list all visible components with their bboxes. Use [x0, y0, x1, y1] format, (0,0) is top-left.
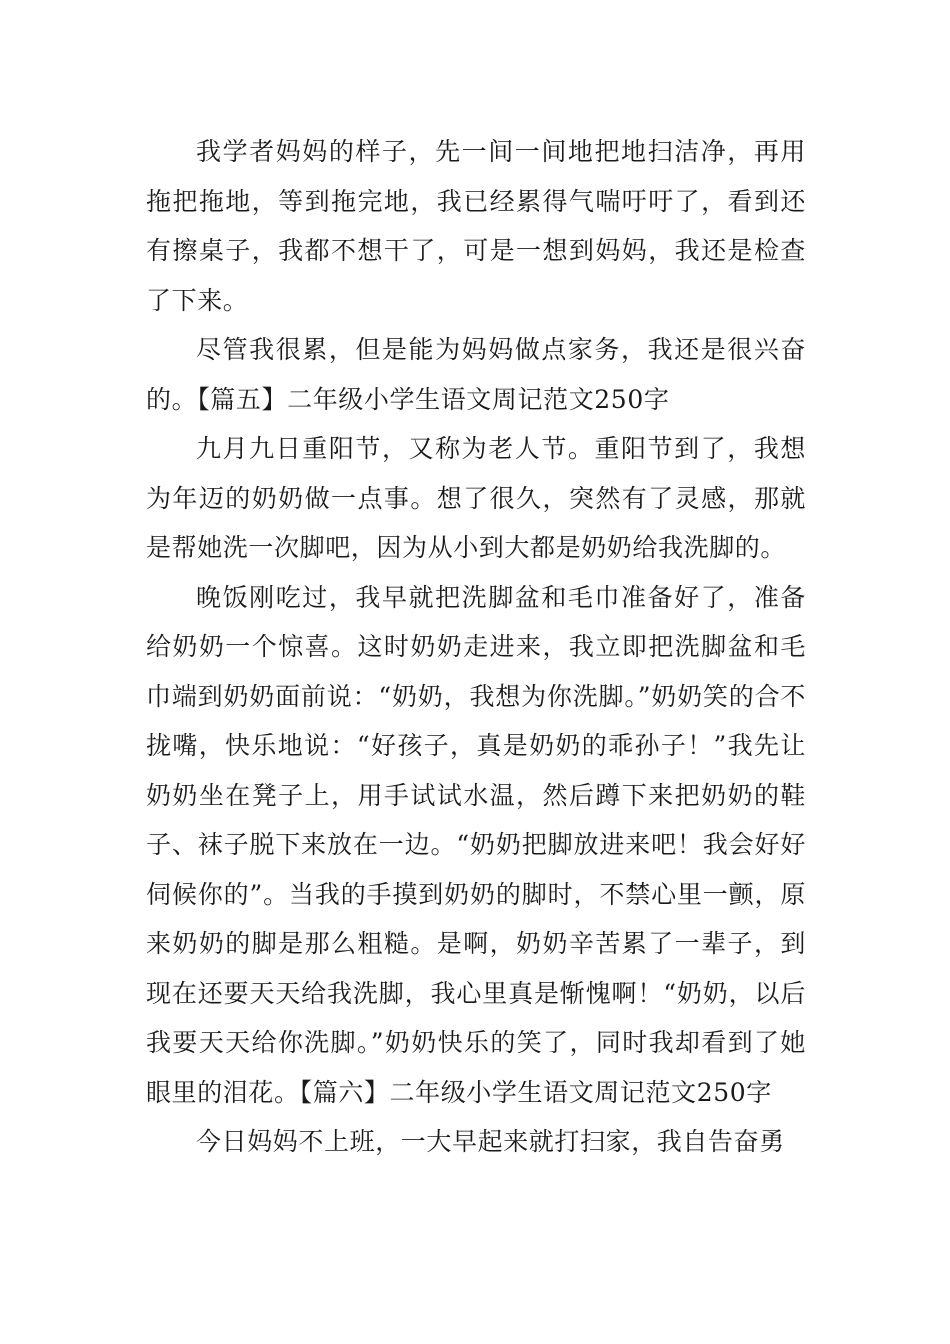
paragraph-5: 今日妈妈不上班，一大早起来就打扫家，我自告奋勇 — [196, 1127, 785, 1156]
paragraph-4: 晚饭刚吃过，我早就把洗脚盆和毛巾准备好了，准备给奶奶一个惊喜。这时奶奶走进来，我立即把洗脚盆和毛巾端到奶奶面前说：“奶奶，我想为你洗脚。”奶奶笑的合不拢嘴，快乐地说：“好孩子，真是奶奶的乖孙子！”我先让奶奶坐在凳子上，用手试试水温，然后蹲下来把奶奶的鞋子、袜子脱下来放在一边。“奶奶把脚放进来吧！我会好好伺候你的”。当我的手摸到奶奶的脚时，不禁心里一颤，原来奶奶的脚是那么粗糙。是啊，奶奶辛苦累了一辈子，到现在还要天天给我洗脚，我心里真是惭愧啊！“奶奶，以后我要天天给你洗脚。”奶奶快乐的笑了，同时我却看到了她眼里的泪花。【篇六】二年级小学生语文周记范文250字 — [146, 582, 806, 1107]
document-body — [146, 127, 806, 1167]
paragraph-3: 九月九日重阳节，又称为老人节。重阳节到了，我想为年迈的奶奶做一点事。想了很久，突然有了灵感，那就是帮她洗一次脚吧，因为从小到大都是奶奶给我洗脚的。 — [146, 434, 806, 562]
paragraph-2: 尽管我很累，但是能为妈妈做点家务，我还是很兴奋的。【篇五】二年级小学生语文周记范文250字 — [146, 335, 806, 414]
paragraph-1: 我学者妈妈的样子，先一间一间地把地扫洁净，再用拖把拖地，等到拖完地，我已经累得气喘吁吁了，看到还有擦桌子，我都不想干了，可是一想到妈妈，我还是检查了下来。 — [146, 137, 806, 315]
